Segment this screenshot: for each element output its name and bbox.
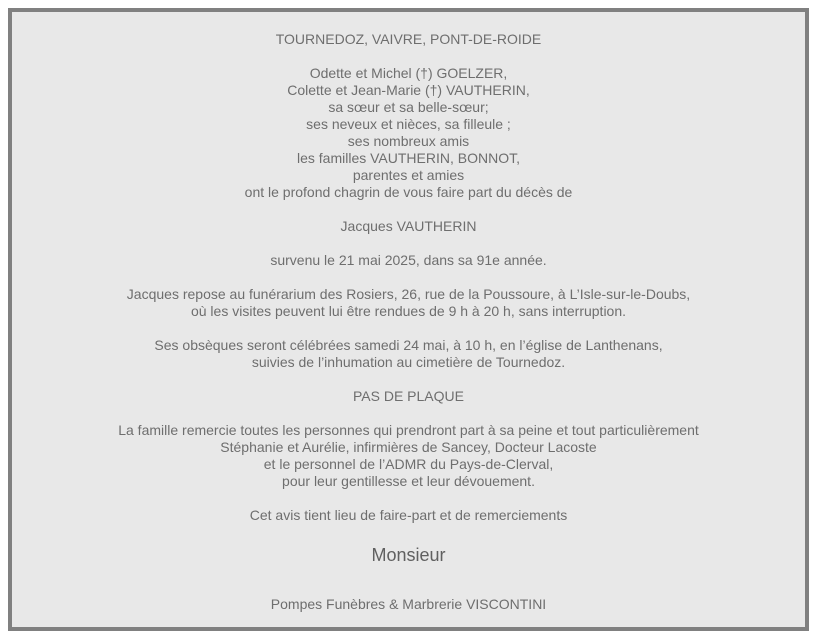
family-line: ses nombreux amis [347, 133, 470, 149]
deceased-name: Jacques VAUTHERIN [340, 218, 477, 234]
funeral-line: suivies de l’inhumation au cimetière de Tournedoz. [251, 354, 566, 370]
notice-header: TOURNEDOZ, VAIVRE, PONT-DE-ROIDE [275, 31, 542, 47]
thanks-line: et le personnel de l’ADMR du Pays-de-Clerval, [263, 456, 554, 472]
family-line: ont le profond chagrin de vous faire part du décès de [244, 184, 573, 200]
death-date: survenu le 21 mai 2025, dans sa 91e année. [270, 252, 547, 268]
thanks-line: pour leur gentillesse et leur dévouement. [282, 473, 535, 489]
funeral-line: Ses obsèques seront célébrées samedi 24 mai, à 10 h, en l’église de Lanthenans, [154, 337, 663, 353]
family-line: parentes et amies [352, 167, 465, 183]
family-line: Colette et Jean-Marie (†) VAUTHERIN, [287, 82, 530, 98]
family-line: ses neveux et nièces, sa filleule ; [306, 116, 511, 132]
family-line: sa sœur et sa belle-sœur; [328, 99, 489, 115]
obituary-notice [8, 8, 809, 631]
funeral-home: Pompes Funèbres & Marbrerie VISCONTINI [270, 596, 547, 612]
rest-line: où les visites peuvent lui être rendues de 9 h à 20 h, sans interruption. [190, 303, 627, 319]
thanks-line: Stéphanie et Aurélie, infirmières de Sancey, Docteur Lacoste [220, 439, 597, 455]
thanks-line: La famille remercie toutes les personnes qui prendront part à sa peine et tout particulièrement [118, 422, 699, 438]
no-plaque: PAS DE PLAQUE [352, 388, 464, 404]
family-line: les familles VAUTHERIN, BONNOT, [297, 150, 520, 166]
family-line: Odette et Michel (†) GOELZER, [309, 65, 508, 81]
rest-line: Jacques repose au funérarium des Rosiers, 26, rue de la Poussoure, à L’Isle-sur-le-Doubs, [126, 286, 691, 302]
notice-statement: Cet avis tient lieu de faire-part et de remerciements [249, 507, 568, 523]
title-monsieur: Monsieur [371, 545, 446, 565]
